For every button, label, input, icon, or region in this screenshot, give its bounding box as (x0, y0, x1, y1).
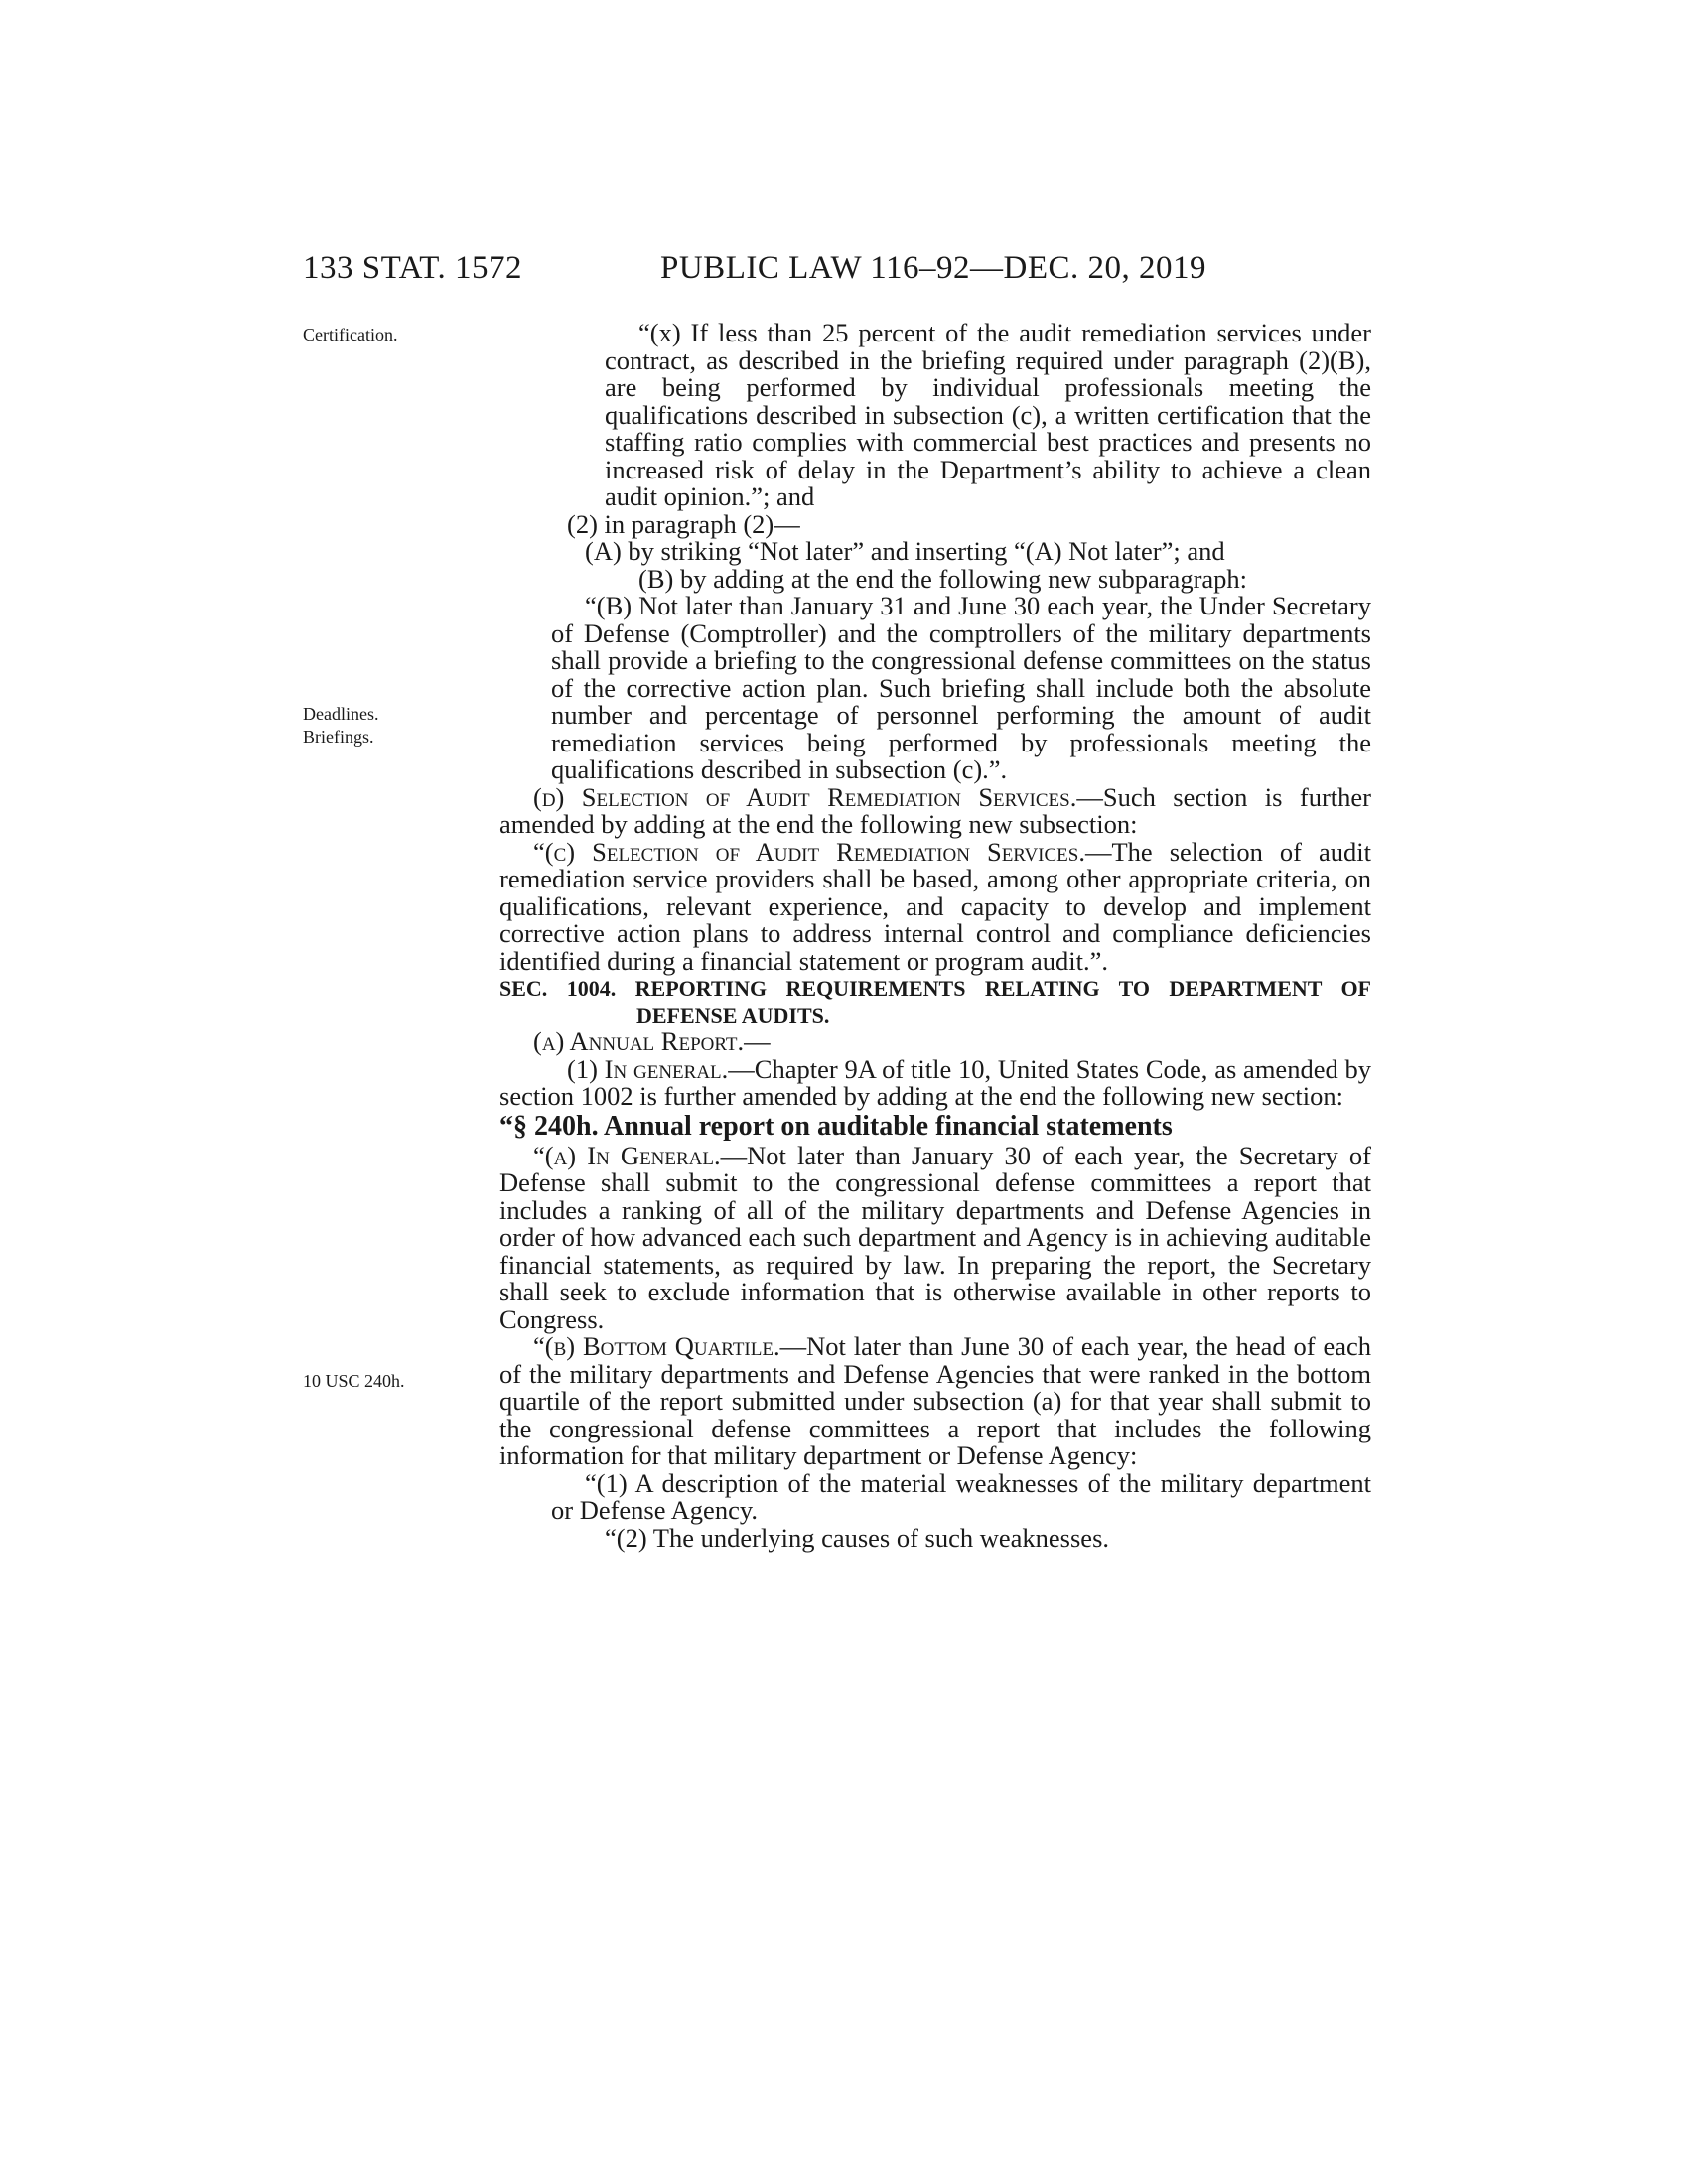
section-240h-b-label: “(b) Bottom Quartile. (533, 1331, 780, 1361)
section-1004-heading: SEC. 1004. REPORTING REQUIREMENTS RELATING TO DEPARTMENT OF DEFENSE AUDITS. (499, 976, 1371, 1027)
section-240h-b-text: —Not later than June 30 of each year, the head of each of the military departments and Defense Agencies that were ranked in the bottom quartile of the report submitted under subsection (a) for that year shall submit to the congressional defense committees a report that includes the following information for that military department or Defense Agency: (499, 1331, 1371, 1470)
subsection-d (499, 781, 1371, 839)
section-240h-heading: “§ 240h. Annual report on auditable financial statements (499, 1110, 1173, 1142)
subsection-d-text: —Such section is further amended by adding at the end the following new subsection: (499, 781, 1371, 839)
margin-note-usc: 10 USC 240h. (303, 1371, 405, 1391)
subsection-a-label: (a) Annual Report. (533, 1026, 745, 1056)
subsection-c-text: —The selection of audit remediation service providers shall be based, among other appropriate criteria, on qualifications, relevant experience, and capacity to develop and implement corrective action plans to address internal control and compliance deficiencies identified during a financial statement or program audit.”. (499, 836, 1371, 976)
subsection-d-label: (d) Selection of Audit Remediation Services. (533, 781, 1077, 812)
paragraph-a1-text: —Chapter 9A of title 10, United States Code, as amended by section 1002 is further amended by adding at the end the following new section: (499, 1053, 1371, 1111)
section-240h-a-text: —Not later than January 30 of each year, the Secretary of Defense shall submit to the congressional defense committees a report that includes a ranking of all of the military departments and Defense Agencies in order of how advanced each such department and Agency is in achieving auditable financial statements, as required by law. In preparing the report, the Secretary shall seek to exclude information that is otherwise available in other reports to Congress. (499, 1140, 1371, 1334)
subsection-a (499, 1028, 1371, 1056)
paragraph-2-B: (B) by adding at the end the following new subparagraph: (638, 563, 1248, 594)
subsection-a-dash: — (744, 1026, 771, 1056)
section-240h-b-2: “(2) The underlying causes of such weaknesses. (605, 1522, 1110, 1553)
clause-x: “(x) If less than 25 percent of the audit remediation services under contract, as described in the briefing required under paragraph (2)(B), are being performed by individual professionals meeting the qualifications described in subsection (c), a written certification that the staffing ratio complies with commercial best practices and presents no increased risk of delay in the Department’s ability to achieve a clean audit opinion.”; and (605, 318, 1371, 511)
margin-note-briefings: Briefings. (303, 727, 374, 747)
section-240h-a (499, 1140, 1371, 1334)
paragraph-a1-label: (1) In general. (567, 1053, 729, 1084)
subsection-c-label: “(c) Selection of Audit Remediation Services. (533, 836, 1085, 867)
paragraph-2: (2) in paragraph (2)— (567, 508, 800, 539)
margin-note-deadlines: Deadlines. (303, 704, 379, 724)
public-law-header: PUBLIC LAW 116–92—DEC. 20, 2019 (660, 250, 1207, 286)
subsection-c (499, 836, 1371, 976)
section-240h-b (499, 1333, 1371, 1470)
margin-note-certification: Certification. (303, 325, 398, 344)
stat-reference: 133 STAT. 1572 (303, 250, 523, 286)
section-240h-a-label: “(a) In General. (533, 1140, 721, 1170)
subparagraph-B: “(B) Not later than January 31 and June 30 each year, the Under Secretary of Defense (Comptroller) and the comptrollers of the military departments shall provide a briefing to the congressional defense committees on the status of the corrective action plan. Such briefing shall include both the absolute number and percentage of personnel performing the amount of audit remediation services being performed by professionals meeting the qualifications described in subsection (c).”. (551, 591, 1371, 784)
paragraph-a1 (499, 1053, 1371, 1111)
section-240h-b-1: “(1) A description of the material weaknesses of the military department or Defense Agency. (551, 1467, 1371, 1525)
document-body (499, 320, 1371, 1552)
paragraph-2-A: (A) by striking “Not later” and inserting “(A) Not later”; and (585, 536, 1225, 566)
